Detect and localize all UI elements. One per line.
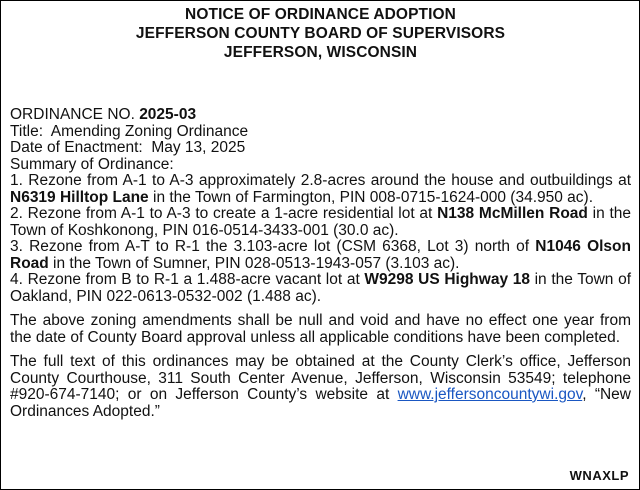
rezone-item-text: 2. Rezone from A-1 to A-3 to create a 1-acre residential lot at (10, 205, 438, 222)
ordinance-title-label: Title: (10, 122, 44, 140)
header-location: JEFFERSON, WISCONSIN (223, 44, 418, 61)
ordinance-meta (10, 107, 631, 173)
rezone-item-text: 1. Rezone from A-1 to A-3 approximately 2.8-acres around the house and outbuildings at (10, 172, 631, 189)
rezone-item (10, 206, 631, 239)
county-website-link[interactable]: www.jeffersoncountywi.gov (397, 386, 583, 403)
rezone-item (10, 239, 631, 272)
fulltext-text: , “New Ordinances Adopted.” (10, 386, 631, 420)
rezone-item (10, 173, 631, 206)
header-title: NOTICE OF ORDINANCE ADOPTION (185, 6, 456, 23)
rezone-item-text: 3. Rezone from A-T to R-1 the 3.103-acre lot (CSM 6368, Lot 3) north of (10, 238, 536, 255)
notice-header (10, 5, 631, 62)
void-paragraph: The above zoning amendments shall be null and void and have no effect one year from the date of County Board approval unless all applicable conditions have been completed. (10, 312, 631, 346)
rezone-item-text: in the Town of Koshkonong, PIN 016-0514-3433-001 (30.0 ac). (10, 205, 631, 239)
ordinance-title-line (10, 124, 631, 141)
fulltext-text: The full text of this ordinances may be obtained at the County Clerk’s office, Jefferson County Courthouse, 311 South Center Avenue, Jefferson, Wisconsin 53549; telephone #920-674-7140; or on Jefferson County’s website at (10, 353, 631, 403)
rezone-item (10, 272, 631, 305)
ordinance-number: 2025-03 (139, 106, 197, 123)
rezone-item-text: in the Town of Oakland, PIN 022-0613-0532-002 (1.488 ac). (10, 271, 631, 305)
rezone-item-text: 4. Rezone from B to R-1 a 1.488-acre vacant lot at (10, 271, 365, 288)
ordinance-number-label: ORDINANCE NO. (10, 106, 135, 123)
header-board: JEFFERSON COUNTY BOARD OF SUPERVISORS (135, 25, 506, 42)
rezone-item-text: in the Town of Farmington, PIN 008-0715-1624-000 (34.950 ac). (148, 188, 594, 206)
rezone-address: N6319 Hilltop Lane (10, 188, 149, 206)
ordinance-title: Amending Zoning Ordinance (50, 122, 249, 140)
rezone-list (10, 173, 631, 305)
rezone-address: W9298 US Highway 18 (364, 271, 530, 288)
rezone-address: N1046 Olson Road (10, 238, 631, 272)
enactment-date: May 13, 2025 (151, 139, 246, 156)
publication-code: WNAXLP (569, 468, 629, 483)
ordinance-number-line (10, 107, 631, 124)
enactment-date-label: Date of Enactment: (10, 139, 143, 156)
rezone-address: N138 McMillen Road (437, 205, 588, 222)
enactment-date-line (10, 140, 631, 157)
fulltext-paragraph (10, 354, 631, 420)
rezone-item-text: in the Town of Sumner, PIN 028-0513-1943-057 (3.103 ac). (48, 254, 460, 272)
summary-label: Summary of Ordinance: (10, 155, 174, 173)
